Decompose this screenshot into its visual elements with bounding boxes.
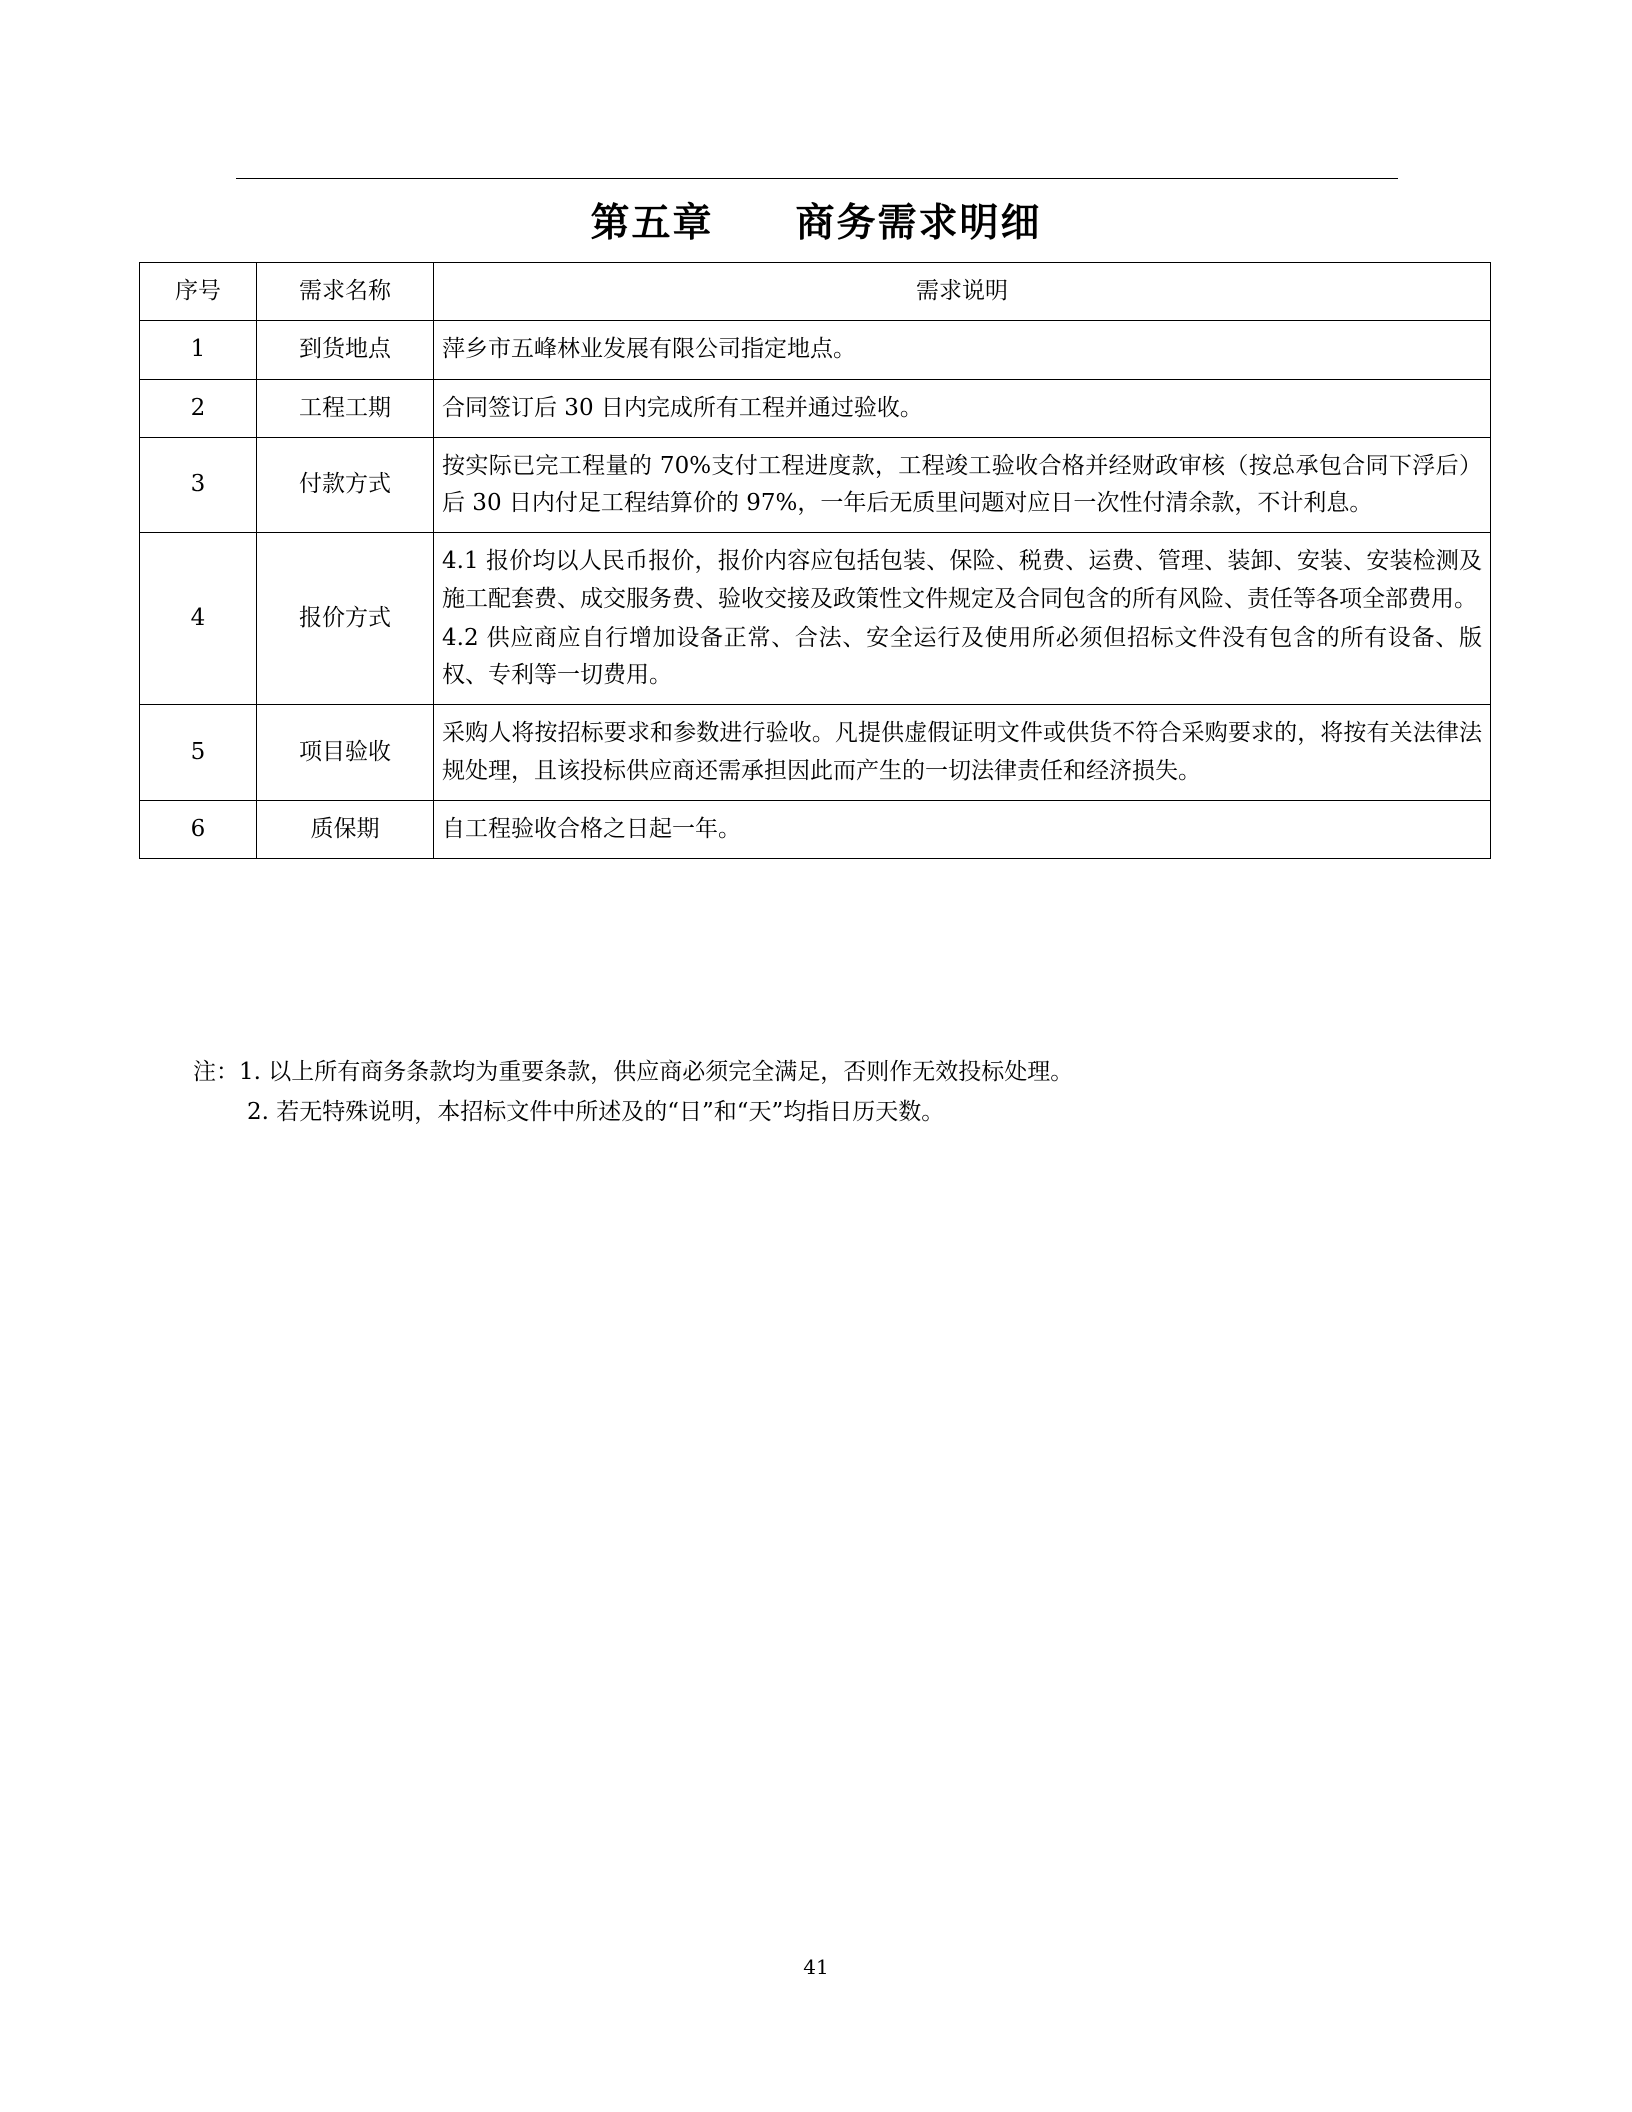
row-no: 1 (140, 321, 257, 379)
header-divider (236, 178, 1398, 179)
row-description (434, 321, 1491, 379)
row-name: 项目验收 (257, 705, 434, 801)
column-header-name: 需求名称 (257, 263, 434, 321)
row-description-line: 4.1 报价均以人民币报价，报价内容应包括包装、保险、税费、运费、管理、装卸、安装、安装检测及施工配套费、成交服务费、验收交接及政策性文件规定及合同包含的所有风险、责任等各项全部费用。 (442, 548, 1482, 612)
row-no: 5 (140, 705, 257, 801)
row-description (434, 800, 1491, 858)
row-no: 2 (140, 379, 257, 437)
business-requirements-table (139, 262, 1491, 859)
table-row (140, 321, 1491, 379)
row-no: 6 (140, 800, 257, 858)
table-row (140, 437, 1491, 533)
table-row (140, 533, 1491, 705)
row-description (434, 705, 1491, 801)
column-header-description: 需求说明 (434, 263, 1491, 321)
row-description-line: 按实际已完工程量的 70%支付工程进度款，工程竣工验收合格并经财政审核（按总承包合同下浮后）后 30 日内付足工程结算价的 97%，一年后无质里问题对应日一次性付清余款，不计利息。 (442, 452, 1482, 516)
row-no: 3 (140, 437, 257, 533)
row-description (434, 533, 1491, 705)
table-row (140, 705, 1491, 801)
row-name: 报价方式 (257, 533, 434, 705)
row-description (434, 379, 1491, 437)
row-name: 质保期 (257, 800, 434, 858)
note-item: 2. 若无特殊说明，本招标文件中所述及的“日”和“天”均指日历天数。 (247, 1098, 945, 1125)
table-header-row (140, 263, 1491, 321)
row-no: 4 (140, 533, 257, 705)
row-description-line: 合同签订后 30 日内完成所有工程并通过验收。 (442, 394, 923, 421)
page-title: 第五章 商务需求明细 (590, 200, 1042, 246)
table-row (140, 379, 1491, 437)
row-description (434, 437, 1491, 533)
row-description-line: 自工程验收合格之日起一年。 (442, 815, 741, 842)
row-description-line: 采购人将按招标要求和参数进行验收。凡提供虚假证明文件或供货不符合采购要求的，将按有关法律法规处理，且该投标供应商还需承担因此而产生的一切法律责任和经济损失。 (442, 720, 1482, 784)
row-description-line: 4.2 供应商应自行增加设备正常、合法、安全运行及使用所必须但招标文件没有包含的所有设备、版权、专利等一切费用。 (442, 624, 1482, 688)
row-name: 到货地点 (257, 321, 434, 379)
note-item: 注：1. 以上所有商务条款均为重要条款，供应商必须完全满足，否则作无效投标处理。 (193, 1059, 1074, 1085)
table-notes (139, 1053, 1491, 1132)
row-name: 付款方式 (257, 437, 434, 533)
row-description-line: 萍乡市五峰林业发展有限公司指定地点。 (442, 336, 856, 363)
row-name: 工程工期 (257, 379, 434, 437)
column-header-no: 序号 (140, 263, 257, 321)
table-row (140, 800, 1491, 858)
page-number: 41 (803, 1955, 829, 1979)
